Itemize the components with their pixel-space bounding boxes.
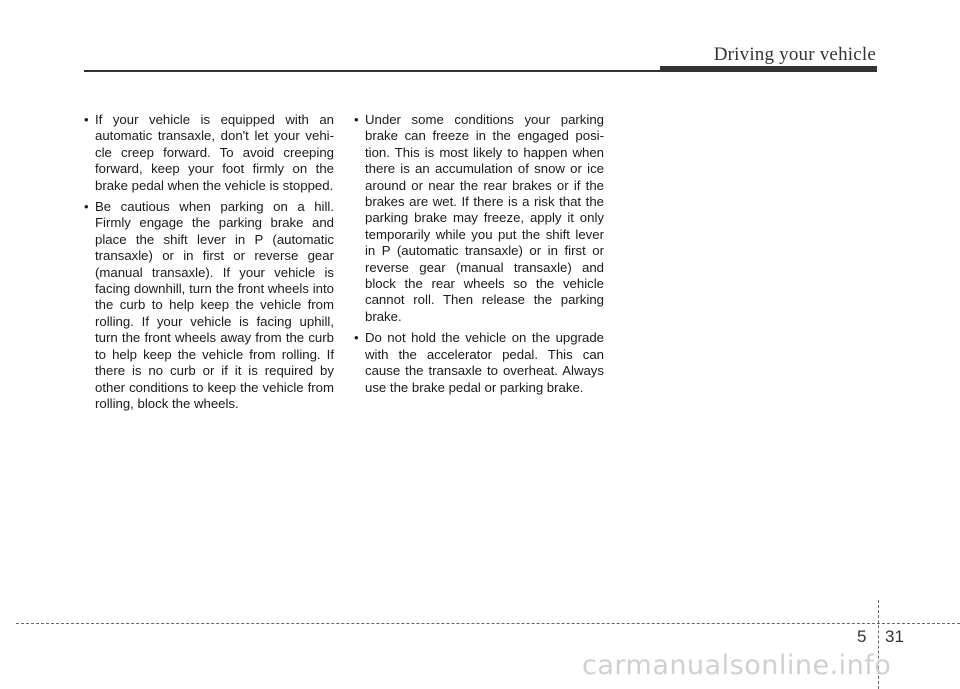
footer-dashed-rule xyxy=(16,623,960,624)
watermark-text: carmanualsonline.info xyxy=(582,650,892,681)
list-item: • Be cautious when parking on a hill. Firmly engage the parking brake and place the shift lever in P (automatic transaxle) or in first or reverse gear (manual transaxle). If your vehicle is facing downhill, turn the front wheels into the curb to help keep the vehicle from rolling. If your vehicle is facing uphill, turn the front wheels away from the curb to help keep the vehicle from rolling. If there is no curb or if it is required by other conditions to keep the vehicle from rolling, block the wheels. xyxy=(84,199,334,412)
page-number: 31 xyxy=(885,627,904,646)
section-header-title: Driving your vehicle xyxy=(713,44,876,65)
left-column xyxy=(84,112,334,417)
chapter-number: 5 xyxy=(857,627,867,646)
list-item: • If your vehicle is equipped with an automatic transaxle, don't let your vehi-cle creep forward. To avoid creeping forward, keep your foot firmly on the brake pedal when the vehicle is stopped. xyxy=(84,112,334,194)
right-column xyxy=(354,112,604,401)
list-item: • Under some conditions your parking brake can freeze in the engaged posi-tion. This is most likely to happen when there is an accumulation of snow or ice around or near the rear brakes or if the brakes are wet. If there is a risk that the parking brake may freeze, apply it only temporarily while you put the shift lever in P (automatic transaxle) or in first or reverse gear (manual transaxle) and block the rear wheels so the vehicle cannot roll. Then release the parking brake. xyxy=(354,112,604,325)
header-rule-thick xyxy=(660,66,877,72)
header-rule-thin xyxy=(84,70,664,72)
list-item: • Do not hold the vehicle on the upgrade with the accelerator pedal. This can cause the transaxle to overheat. Always use the brake pedal or parking brake. xyxy=(354,330,604,396)
